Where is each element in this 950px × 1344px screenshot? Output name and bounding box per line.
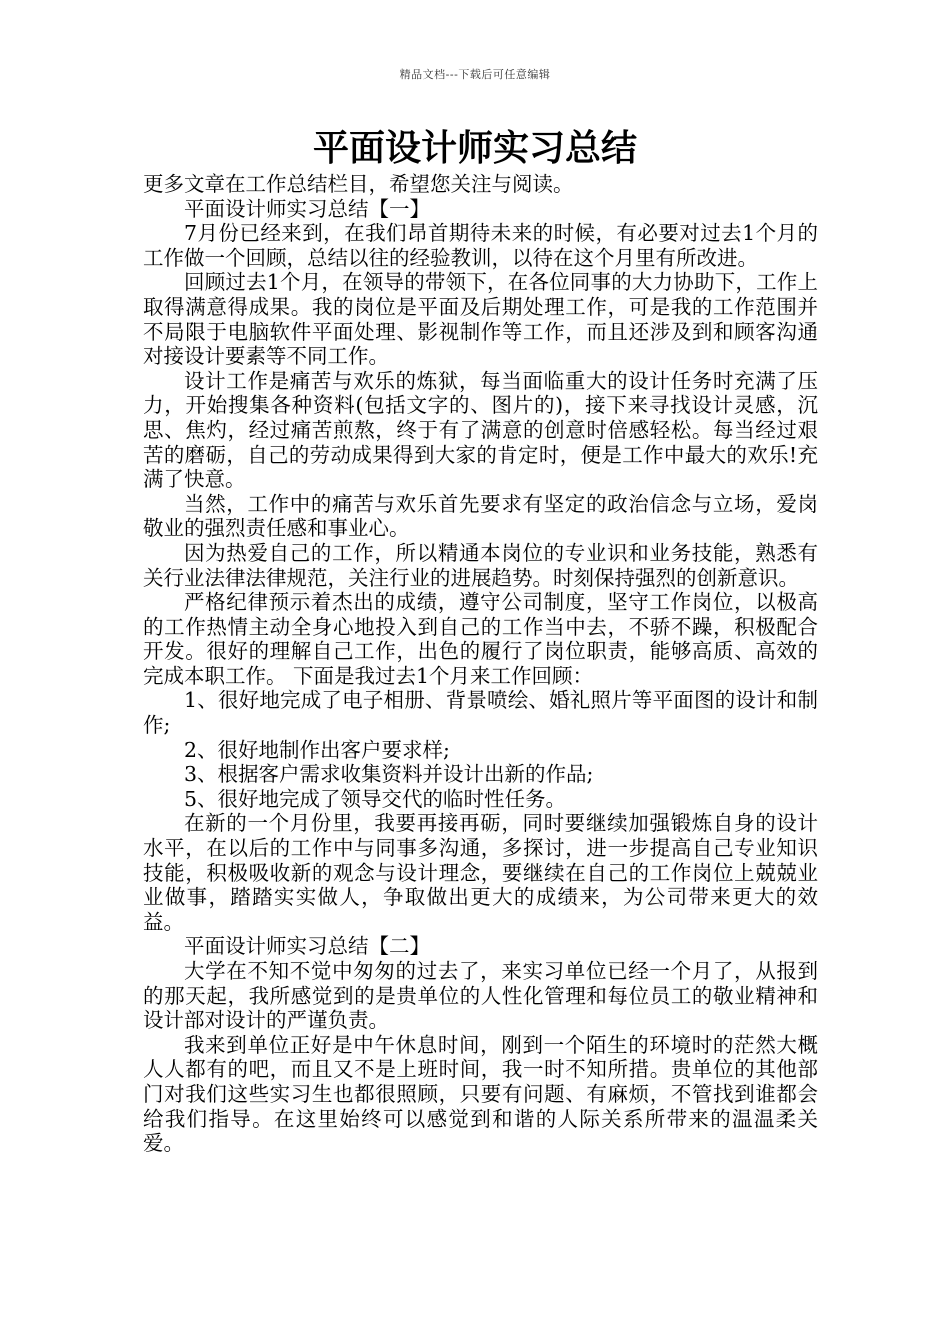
header-note: 精品文档---下载后可任意编辑 [399, 68, 551, 81]
paragraph: 在新的一个月份里，我要再接再砺，同时要继续加强锻炼自身的设计水平，在以后的工作中与同事多沟通，多探讨，进一步提高自己专业知识技能，积极吸收新的观念与设计理念，要继续在自己的工作岗位上兢兢业业做事，踏踏实实做人，争取做出更大的成绩来，为公司带来更大的效益。 [143, 811, 818, 934]
paragraph: 大学在不知不觉中匆匆的过去了，来实习单位已经一个月了，从报到的那天起，我所感觉到的是贵单位的人性化管理和每位员工的敬业精神和设计部对设计的严谨负责。 [143, 959, 818, 1033]
paragraph: 当然，工作中的痛苦与欢乐首先要求有坚定的政治信念与立场，爱岗敬业的强烈责任感和事业心。 [143, 491, 818, 541]
list-item: 3、根据客户需求收集资料并设计出新的作品; [184, 762, 594, 787]
paragraph: 我来到单位正好是中午休息时间，刚到一个陌生的环境时的茫然大概人人都有的吧，而且又不是上班时间，我一时不知所措。贵单位的其他部门对我们这些实习生也都很照顾，只要有问题、有麻烦，不管找到谁都会给我们指导。在这里始终可以感觉到和谐的人际关系所带来的温温柔关爱。 [143, 1032, 818, 1156]
section-heading-2: 平面设计师实习总结【二】 [184, 934, 430, 959]
paragraph: 严格纪律预示着杰出的成绩，遵守公司制度，坚守工作岗位，以极高的工作热情主动全身心地投入到自己的工作当中去，不骄不躁，积极配合开发。很好的理解自己工作，出色的履行了岗位职责，能够高质、高效的完成本职工作。 下面是我过去1个月来工作回顾： [143, 590, 818, 688]
list-item: 1、很好地完成了电子相册、背景喷绘、婚礼照片等平面图的设计和制作; [143, 688, 818, 738]
page-title: 平面设计师实习总结 [312, 128, 637, 169]
paragraph: 设计工作是痛苦与欢乐的炼狱，每当面临重大的设计任务时充满了压力，开始搜集各种资料(包括文字的、图片的)，接下来寻找设计灵感，沉思、焦灼，经过痛苦煎熬，终于有了满意的创意时倍感轻松。每当经过艰苦的磨砺，自己的劳动成果得到大家的肯定时，便是工作中最大的欢乐!充满了快意。 [143, 368, 818, 492]
paragraph: 因为热爱自己的工作，所以精通本岗位的专业识和业务技能，熟悉有关行业法律法律规范，关注行业的进展趋势。时刻保持强烈的创新意识。 [143, 540, 818, 590]
paragraph: 7月份已经来到，在我们昂首期待未来的时候，有必要对过去1个月的工作做一个回顾，总结以往的经验教训，以待在这个月里有所改进。 [143, 221, 818, 270]
list-item: 5、很好地完成了领导交代的临时性任务。 [184, 786, 567, 811]
intro-paragraph: 更多文章在工作总结栏目，希望您关注与阅读。 [143, 172, 574, 196]
list-item: 2、很好地制作出客户要求样; [184, 737, 450, 762]
paragraph: 回顾过去1个月，在领导的带领下，在各位同事的大力协助下，工作上取得满意得成果。我的岗位是平面及后期处理工作，可是我的工作范围并不局限于电脑软件平面处理、影视制作等工作，而且还涉及到和顾客沟通对接设计要素等不同工作。 [143, 270, 818, 369]
document-body [143, 172, 818, 1156]
section-heading-1: 平面设计师实习总结【一】 [184, 196, 430, 221]
